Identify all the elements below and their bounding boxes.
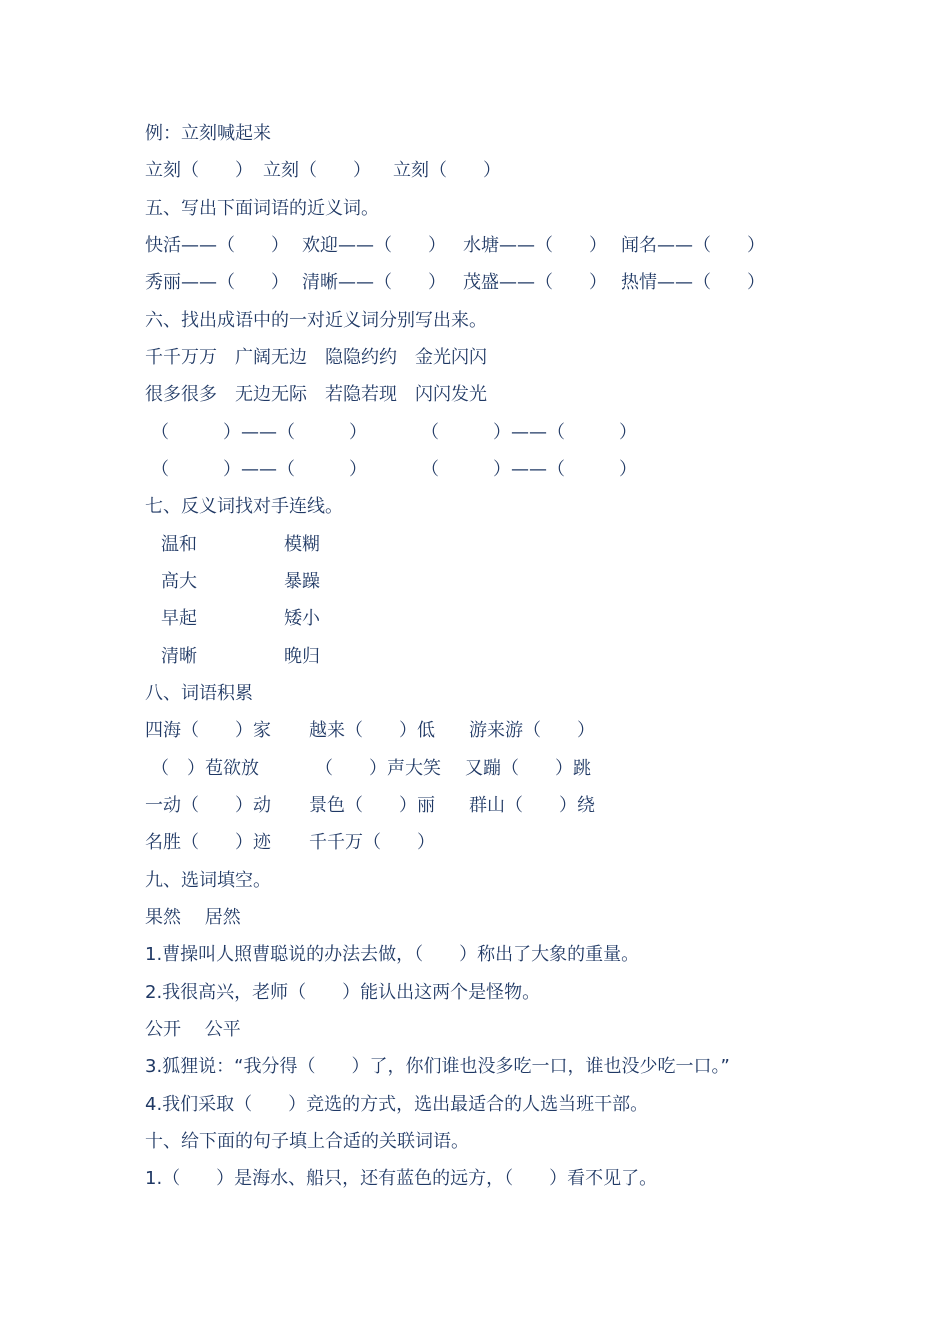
section-10-title: 十、给下面的句子填上合适的关联词语。	[145, 1131, 469, 1152]
antonym-right: 暴躁	[284, 571, 320, 592]
word-item: 四海（ ）家	[145, 720, 271, 741]
synonym-item: 热情——（ ）	[621, 272, 765, 293]
synonym-item: 茂盛——（ ）	[463, 272, 607, 293]
answer-pair: （ ）——（ ）	[421, 459, 637, 480]
antonym-left: 高大	[161, 571, 197, 592]
word-row-4	[145, 828, 435, 858]
word-choices-1: 果然 居然	[145, 907, 241, 928]
answer-pair: （ ）——（ ）	[421, 422, 637, 443]
word-row-1	[145, 716, 595, 746]
antonym-row	[145, 642, 320, 672]
idiom-answer-row-2	[145, 455, 637, 485]
idiom-row-1: 千千万万 广阔无边 隐隐约约 金光闪闪	[145, 347, 487, 368]
word-item: 名胜（ ）迹	[145, 832, 271, 853]
idiom-answer-row-1	[145, 418, 637, 448]
blank-item: 立刻（ ）	[393, 160, 501, 181]
section-8-title: 八、词语积累	[145, 683, 253, 704]
synonym-item: 欢迎——（ ）	[302, 235, 446, 256]
answer-pair: （ ）——（ ）	[151, 422, 367, 443]
word-item: 游来游（ ）	[469, 720, 595, 741]
word-item: 群山（ ）绕	[469, 795, 595, 816]
word-row-2	[145, 754, 591, 784]
section-5-title: 五、写出下面词语的近义词。	[145, 198, 379, 219]
antonym-row	[145, 530, 320, 560]
synonym-item: 清晰——（ ）	[302, 272, 446, 293]
example-blanks-row	[145, 156, 501, 186]
word-item: （ ）声大笑	[315, 758, 441, 779]
antonym-left: 早起	[161, 608, 197, 629]
word-item: 一动（ ）动	[145, 795, 271, 816]
word-item: （ ）苞欲放	[151, 758, 259, 779]
synonym-item: 水塘——（ ）	[463, 235, 607, 256]
synonym-item: 闻名——（ ）	[621, 235, 765, 256]
question-3: 3.狐狸说：“我分得（ ）了，你们谁也没多吃一口，谁也没少吃一口。”	[145, 1056, 730, 1077]
idiom-row-2: 很多很多 无边无际 若隐若现 闪闪发光	[145, 384, 487, 405]
antonym-right: 晚归	[284, 646, 320, 667]
synonym-row-2	[145, 268, 765, 298]
blank-item: 立刻（ ）	[263, 160, 371, 181]
synonym-row-1	[145, 231, 765, 261]
section-9-title: 九、选词填空。	[145, 870, 271, 891]
section-7-title: 七、反义词找对手连线。	[145, 496, 343, 517]
question-4: 4.我们采取（ ）竞选的方式，选出最适合的人选当班干部。	[145, 1094, 649, 1115]
synonym-item: 秀丽——（ ）	[145, 272, 289, 293]
word-item: 景色（ ）丽	[309, 795, 435, 816]
section-6-title: 六、找出成语中的一对近义词分别写出来。	[145, 310, 487, 331]
antonym-row	[145, 604, 320, 634]
word-choices-2: 公开 公平	[145, 1019, 241, 1040]
word-row-3	[145, 791, 595, 821]
synonym-item: 快活——（ ）	[145, 235, 289, 256]
example-line: 例：立刻喊起来	[145, 123, 271, 144]
question-2: 2.我很高兴，老师（ ）能认出这两个是怪物。	[145, 982, 541, 1003]
question-1: 1.曹操叫人照曹聪说的办法去做，（ ）称出了大象的重量。	[145, 944, 640, 965]
antonym-left: 温和	[161, 534, 197, 555]
word-item: 千千万（ ）	[309, 832, 435, 853]
word-item: 越来（ ）低	[309, 720, 435, 741]
antonym-left: 清晰	[161, 646, 197, 667]
antonym-right: 矮小	[284, 608, 320, 629]
word-item: 又蹦（ ）跳	[465, 758, 591, 779]
blank-item: 立刻（ ）	[145, 160, 253, 181]
antonym-right: 模糊	[284, 534, 320, 555]
antonym-row	[145, 567, 320, 597]
answer-pair: （ ）——（ ）	[151, 459, 367, 480]
question-10-1: 1.（ ）是海水、船只，还有蓝色的远方，（ ）看不见了。	[145, 1168, 658, 1189]
